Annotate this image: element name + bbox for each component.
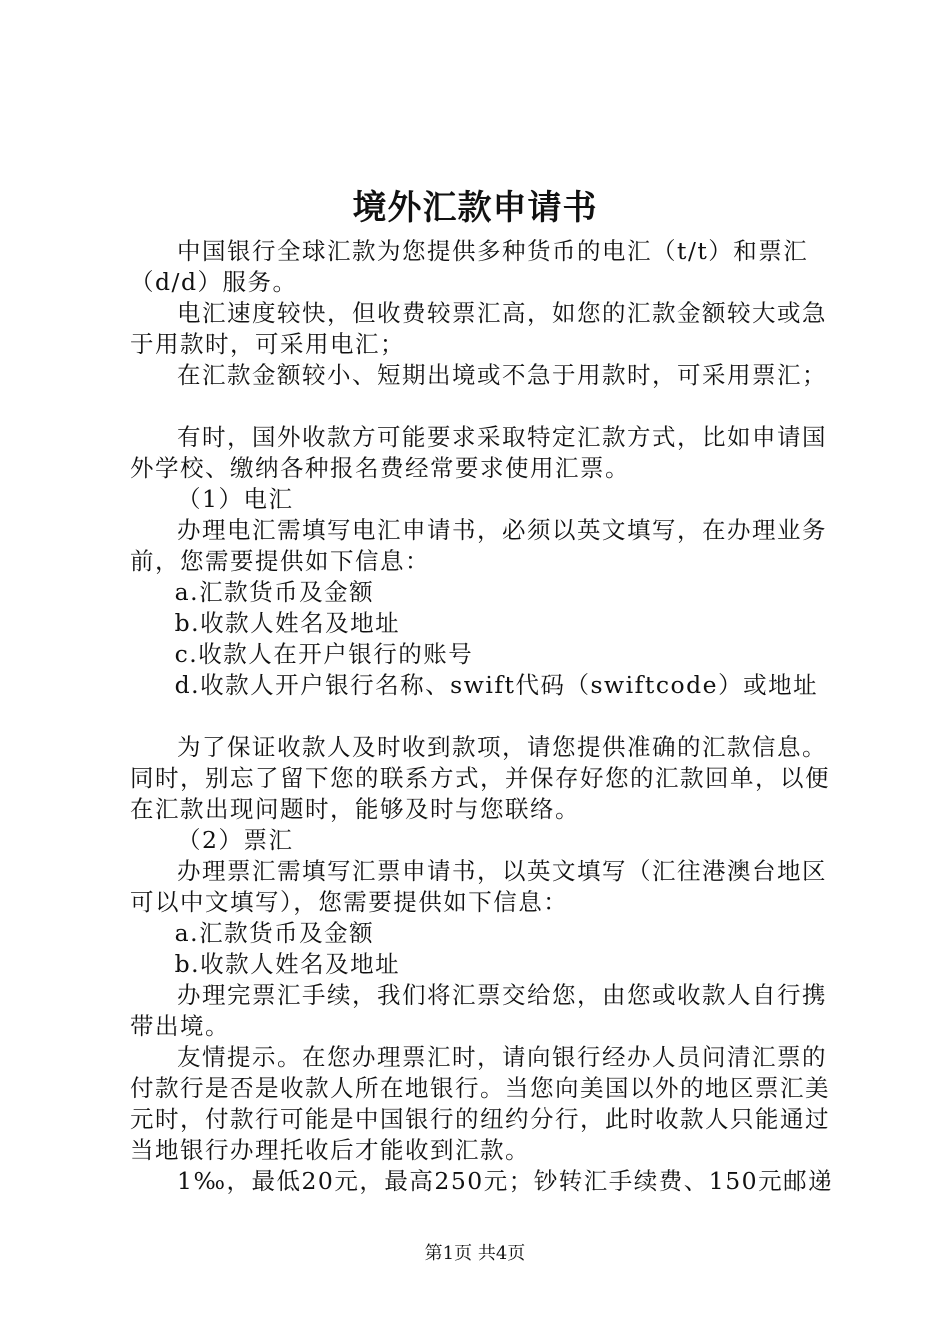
list-item: b.收款人姓名及地址 [174, 609, 401, 637]
paragraph-spacer [130, 701, 835, 732]
accuracy-reminder-paragraph: 为了保证收款人及时收到款项，请您提供准确的汇款信息。同时，别忘了留下您的联系方式，并保存好您的汇款回单，以便在汇款出现问题时，能够及时与您联络。 [130, 733, 830, 823]
draft-requirements-paragraph: 办理票汇需填写汇票申请书，以英文填写（汇往港澳台地区可以中文填写），您需要提供如下信息： [130, 857, 827, 916]
fee-paragraph: 1‰，最低20元，最高250元；钞转汇手续费、150元邮递 [177, 1167, 834, 1195]
list-item: a.汇款货币及金额 [174, 578, 375, 606]
document-title: 境外汇款申请书 [352, 188, 598, 228]
paragraph-spacer [130, 391, 835, 422]
list-item: b.收款人姓名及地址 [174, 950, 401, 978]
wire-transfer-advice-paragraph: 电汇速度较快，但收费较票汇高，如您的汇款金额较大或急于用款时，可采用电汇； [130, 299, 827, 358]
friendly-tip-paragraph: 友情提示。在您办理票汇时，请向银行经办人员问清汇票的付款行是否是收款人所在地银行。当您向美国以外的地区票汇美元时，付款行可能是中国银行的纽约分行，此时收款人只能通过当地银行办理托收后才能收到汇款。 [130, 1043, 830, 1164]
intro-paragraph: 中国银行全球汇款为您提供多种货币的电汇（t/t）和票汇（d/d）服务。 [130, 237, 809, 296]
section-heading-draft: （2）票汇 [177, 826, 294, 854]
section-heading-wire: （1）电汇 [177, 485, 294, 513]
wire-requirements-paragraph: 办理电汇需填写电汇申请书，必须以英文填写，在办理业务前，您需要提供如下信息： [130, 516, 827, 575]
specific-method-paragraph: 有时，国外收款方可能要求采取特定汇款方式，比如申请国外学校、缴纳各种报名费经常要求使用汇票。 [130, 423, 827, 482]
list-item: c.收款人在开户银行的账号 [174, 640, 474, 668]
list-item: d.收款人开户银行名称、swift代码（swiftcode）或地址 [174, 671, 819, 699]
draft-completion-paragraph: 办理完票汇手续，我们将汇票交给您，由您或收款人自行携带出境。 [130, 981, 827, 1040]
draft-advice-paragraph: 在汇款金额较小、短期出境或不急于用款时，可采用票汇； [177, 361, 827, 389]
page-footer: 第1页 共4页 [424, 1243, 526, 1264]
list-item: a.汇款货币及金额 [174, 919, 375, 947]
document-body [130, 236, 835, 1197]
